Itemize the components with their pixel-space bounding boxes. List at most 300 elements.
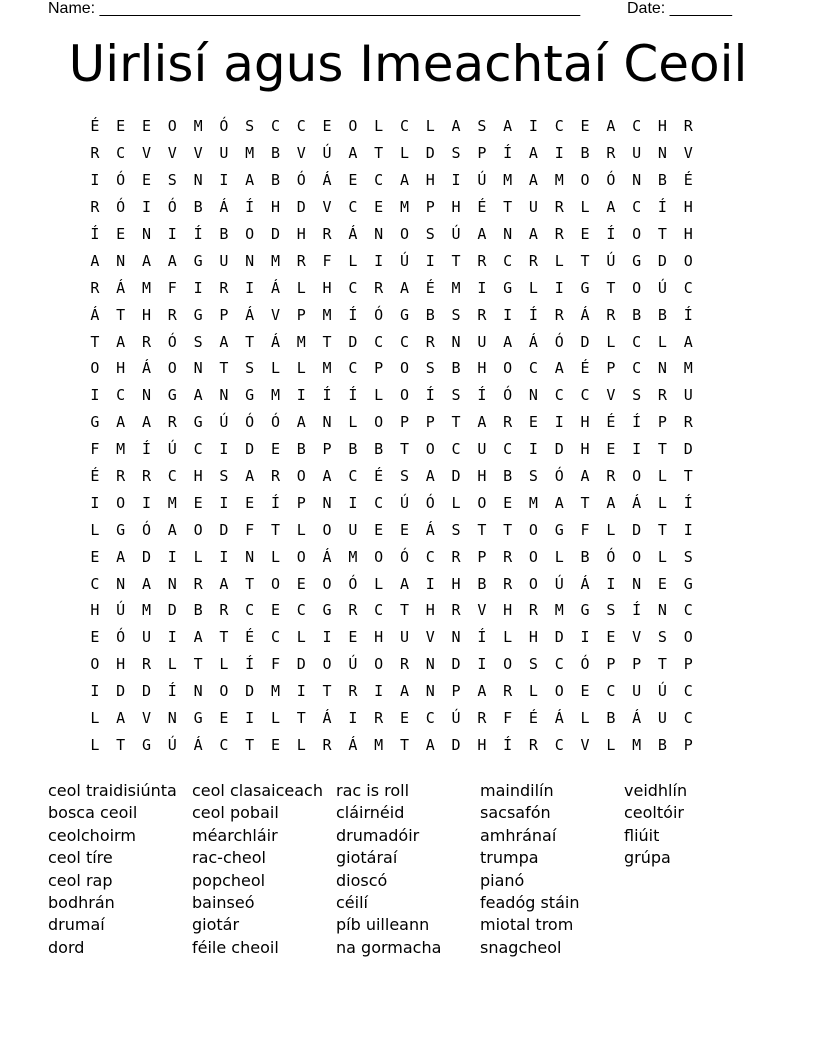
grid-letter[interactable]: Í [528, 305, 538, 324]
grid-letter[interactable]: R [399, 655, 409, 674]
grid-letter[interactable]: U [632, 682, 642, 701]
grid-letter[interactable]: S [451, 144, 461, 163]
grid-letter[interactable]: C [399, 117, 409, 136]
grid-letter[interactable]: F [245, 520, 255, 539]
grid-letter[interactable]: O [167, 117, 177, 136]
grid-letter[interactable]: Ó [116, 171, 126, 190]
grid-letter[interactable]: Ó [270, 413, 280, 432]
grid-letter[interactable]: T [116, 735, 126, 754]
grid-letter[interactable]: I [374, 251, 384, 270]
grid-letter[interactable]: Ó [141, 520, 151, 539]
grid-letter[interactable]: M [167, 493, 177, 512]
grid-letter[interactable]: U [657, 709, 667, 728]
grid-letter[interactable]: A [141, 413, 151, 432]
grid-letter[interactable]: D [657, 251, 667, 270]
grid-letter[interactable]: N [657, 359, 667, 378]
grid-letter[interactable]: L [167, 655, 177, 674]
grid-letter[interactable]: C [167, 467, 177, 486]
grid-letter[interactable]: C [296, 117, 306, 136]
grid-letter[interactable]: M [632, 735, 642, 754]
grid-letter[interactable]: I [554, 144, 564, 163]
grid-letter[interactable]: T [245, 332, 255, 351]
grid-letter[interactable]: T [374, 144, 384, 163]
grid-letter[interactable]: A [167, 251, 177, 270]
grid-letter[interactable]: H [477, 735, 487, 754]
grid-letter[interactable]: L [580, 709, 590, 728]
grid-letter[interactable]: I [141, 198, 151, 217]
grid-letter[interactable]: O [296, 467, 306, 486]
grid-letter[interactable]: A [399, 682, 409, 701]
grid-letter[interactable]: M [270, 682, 280, 701]
grid-letter[interactable]: Ú [399, 251, 409, 270]
grid-letter[interactable]: E [606, 440, 616, 459]
grid-letter[interactable]: P [657, 413, 667, 432]
grid-letter[interactable]: V [296, 144, 306, 163]
grid-letter[interactable]: Ú [399, 493, 409, 512]
grid-letter[interactable]: B [580, 547, 590, 566]
grid-letter[interactable]: L [657, 547, 667, 566]
grid-letter[interactable]: Í [167, 682, 177, 701]
grid-letter[interactable]: Á [580, 305, 590, 324]
grid-letter[interactable]: Ú [451, 709, 461, 728]
grid-letter[interactable]: G [193, 709, 203, 728]
grid-letter[interactable]: L [554, 547, 564, 566]
grid-letter[interactable]: N [503, 225, 513, 243]
grid-letter[interactable]: M [348, 547, 358, 566]
grid-letter[interactable]: Á [322, 709, 332, 728]
grid-letter[interactable]: D [245, 682, 255, 701]
grid-letter[interactable]: L [296, 359, 306, 378]
grid-letter[interactable]: E [90, 628, 100, 647]
grid-letter[interactable]: R [322, 735, 332, 754]
grid-letter[interactable]: R [219, 601, 229, 620]
grid-letter[interactable]: N [425, 682, 435, 701]
grid-letter[interactable]: N [632, 574, 642, 593]
grid-letter[interactable]: D [296, 655, 306, 674]
grid-letter[interactable]: R [116, 467, 126, 486]
grid-letter[interactable]: L [606, 332, 616, 351]
grid-letter[interactable]: R [477, 305, 487, 324]
grid-letter[interactable]: H [683, 198, 693, 217]
grid-letter[interactable]: M [193, 117, 203, 136]
grid-letter[interactable]: O [632, 547, 642, 566]
grid-letter[interactable]: O [528, 574, 538, 593]
grid-letter[interactable]: G [632, 251, 642, 270]
grid-letter[interactable]: L [374, 574, 384, 593]
grid-letter[interactable]: R [374, 709, 384, 728]
grid-letter[interactable]: V [580, 735, 590, 754]
grid-letter[interactable]: E [580, 225, 590, 243]
grid-letter[interactable]: H [116, 359, 126, 378]
grid-letter[interactable]: Á [322, 171, 332, 190]
grid-letter[interactable]: M [399, 198, 409, 217]
grid-letter[interactable]: A [141, 251, 151, 270]
grid-letter[interactable]: C [451, 440, 461, 459]
grid-letter[interactable]: S [245, 117, 255, 136]
grid-letter[interactable]: Ú [219, 413, 229, 432]
grid-letter[interactable]: I [90, 493, 100, 512]
grid-letter[interactable]: R [348, 682, 358, 701]
grid-letter[interactable]: R [606, 467, 616, 486]
grid-letter[interactable]: A [193, 628, 203, 647]
grid-letter[interactable]: C [683, 682, 693, 701]
grid-letter[interactable]: A [554, 493, 564, 512]
grid-letter[interactable]: A [606, 117, 616, 136]
grid-letter[interactable]: O [374, 655, 384, 674]
grid-letter[interactable]: O [219, 682, 229, 701]
grid-letter[interactable]: A [606, 198, 616, 217]
grid-letter[interactable]: C [528, 359, 538, 378]
grid-letter[interactable]: Ú [657, 682, 667, 701]
grid-letter[interactable]: Í [632, 413, 642, 432]
date-line[interactable]: Date: _______ [627, 0, 732, 17]
grid-letter[interactable]: Á [348, 225, 358, 243]
grid-letter[interactable]: H [683, 225, 693, 243]
grid-letter[interactable]: P [322, 440, 332, 459]
grid-letter[interactable]: S [451, 305, 461, 324]
grid-letter[interactable]: V [477, 601, 487, 620]
grid-letter[interactable]: N [141, 386, 151, 405]
grid-letter[interactable]: L [270, 359, 280, 378]
grid-letter[interactable]: L [374, 386, 384, 405]
grid-letter[interactable]: O [296, 547, 306, 566]
grid-letter[interactable]: R [503, 413, 513, 432]
grid-letter[interactable]: I [425, 251, 435, 270]
grid-letter[interactable]: G [193, 251, 203, 270]
grid-letter[interactable]: I [296, 682, 306, 701]
grid-letter[interactable]: G [322, 601, 332, 620]
grid-letter[interactable]: D [141, 547, 151, 566]
grid-letter[interactable]: B [193, 601, 203, 620]
grid-letter[interactable]: L [296, 520, 306, 539]
grid-letter[interactable]: I [141, 493, 151, 512]
grid-letter[interactable]: R [606, 144, 616, 163]
grid-letter[interactable]: Á [632, 709, 642, 728]
grid-letter[interactable]: G [554, 520, 564, 539]
grid-letter[interactable]: B [425, 305, 435, 324]
grid-letter[interactable]: E [580, 117, 590, 136]
grid-letter[interactable]: É [374, 467, 384, 486]
grid-letter[interactable]: Á [90, 305, 100, 324]
grid-letter[interactable]: A [528, 144, 538, 163]
grid-letter[interactable]: V [193, 144, 203, 163]
grid-letter[interactable]: L [219, 655, 229, 674]
grid-letter[interactable]: C [270, 117, 280, 136]
grid-letter[interactable]: F [580, 520, 590, 539]
grid-letter[interactable]: Í [193, 225, 203, 243]
grid-letter[interactable]: C [348, 359, 358, 378]
grid-letter[interactable]: Í [348, 305, 358, 324]
grid-letter[interactable]: S [451, 520, 461, 539]
grid-letter[interactable]: C [374, 332, 384, 351]
grid-letter[interactable]: N [245, 251, 255, 270]
grid-letter[interactable]: H [116, 655, 126, 674]
grid-letter[interactable]: N [425, 655, 435, 674]
grid-letter[interactable]: R [141, 467, 151, 486]
grid-letter[interactable]: O [348, 117, 358, 136]
grid-letter[interactable]: L [296, 628, 306, 647]
grid-letter[interactable]: Í [503, 735, 513, 754]
grid-letter[interactable]: Ó [606, 547, 616, 566]
grid-letter[interactable]: N [322, 493, 332, 512]
grid-letter[interactable]: C [683, 278, 693, 297]
grid-letter[interactable]: E [503, 493, 513, 512]
grid-letter[interactable]: U [528, 198, 538, 217]
grid-letter[interactable]: B [657, 735, 667, 754]
grid-letter[interactable]: L [606, 735, 616, 754]
grid-letter[interactable]: D [554, 628, 564, 647]
grid-letter[interactable]: O [683, 251, 693, 270]
grid-letter[interactable]: T [657, 520, 667, 539]
grid-letter[interactable]: O [245, 225, 255, 243]
grid-letter[interactable]: Í [606, 225, 616, 243]
grid-letter[interactable]: Ú [451, 225, 461, 243]
grid-letter[interactable]: Á [322, 547, 332, 566]
grid-letter[interactable]: R [528, 601, 538, 620]
grid-letter[interactable]: U [477, 332, 487, 351]
grid-letter[interactable]: A [425, 467, 435, 486]
grid-letter[interactable]: L [606, 520, 616, 539]
grid-letter[interactable]: N [451, 628, 461, 647]
grid-letter[interactable]: M [528, 493, 538, 512]
grid-letter[interactable]: V [270, 305, 280, 324]
grid-letter[interactable]: O [167, 359, 177, 378]
grid-letter[interactable]: Ú [606, 251, 616, 270]
grid-letter[interactable]: H [657, 117, 667, 136]
grid-letter[interactable]: A [580, 467, 590, 486]
grid-letter[interactable]: I [167, 225, 177, 243]
grid-letter[interactable]: F [322, 251, 332, 270]
grid-letter[interactable]: S [425, 359, 435, 378]
grid-letter[interactable]: F [503, 709, 513, 728]
grid-letter[interactable]: G [167, 386, 177, 405]
grid-letter[interactable]: N [245, 547, 255, 566]
grid-letter[interactable]: O [580, 171, 590, 190]
grid-letter[interactable]: U [477, 440, 487, 459]
grid-letter[interactable]: T [580, 493, 590, 512]
grid-letter[interactable]: H [477, 359, 487, 378]
grid-letter[interactable]: M [322, 359, 332, 378]
grid-letter[interactable]: M [141, 601, 151, 620]
grid-letter[interactable]: M [270, 251, 280, 270]
grid-letter[interactable]: R [528, 735, 538, 754]
grid-letter[interactable]: G [141, 735, 151, 754]
grid-letter[interactable]: O [425, 440, 435, 459]
grid-letter[interactable]: N [657, 601, 667, 620]
grid-letter[interactable]: U [399, 628, 409, 647]
grid-letter[interactable]: T [270, 520, 280, 539]
grid-letter[interactable]: V [632, 628, 642, 647]
grid-letter[interactable]: R [503, 574, 513, 593]
grid-letter[interactable]: I [90, 171, 100, 190]
grid-letter[interactable]: L [270, 709, 280, 728]
grid-letter[interactable]: T [219, 628, 229, 647]
grid-letter[interactable]: A [116, 413, 126, 432]
grid-letter[interactable]: R [683, 413, 693, 432]
grid-letter[interactable]: A [528, 225, 538, 243]
grid-letter[interactable]: P [451, 682, 461, 701]
grid-letter[interactable]: L [528, 682, 538, 701]
grid-letter[interactable]: L [296, 735, 306, 754]
grid-letter[interactable]: A [425, 735, 435, 754]
grid-letter[interactable]: I [348, 493, 358, 512]
grid-letter[interactable]: Á [219, 198, 229, 217]
grid-letter[interactable]: Ó [219, 117, 229, 136]
grid-letter[interactable]: Ó [606, 171, 616, 190]
grid-letter[interactable]: I [167, 547, 177, 566]
grid-letter[interactable]: E [141, 117, 151, 136]
grid-letter[interactable]: V [322, 198, 332, 217]
grid-letter[interactable]: L [657, 467, 667, 486]
grid-letter[interactable]: T [322, 332, 332, 351]
grid-letter[interactable]: T [657, 225, 667, 243]
grid-letter[interactable]: O [528, 547, 538, 566]
grid-letter[interactable]: B [270, 144, 280, 163]
grid-letter[interactable]: B [657, 305, 667, 324]
grid-letter[interactable]: E [606, 628, 616, 647]
grid-letter[interactable]: Í [683, 305, 693, 324]
grid-letter[interactable]: R [503, 682, 513, 701]
grid-letter[interactable]: G [193, 413, 203, 432]
grid-letter[interactable]: U [219, 251, 229, 270]
grid-letter[interactable]: B [503, 467, 513, 486]
grid-letter[interactable]: Í [503, 144, 513, 163]
grid-letter[interactable]: T [399, 440, 409, 459]
grid-letter[interactable]: T [503, 520, 513, 539]
grid-letter[interactable]: Á [528, 332, 538, 351]
grid-letter[interactable]: S [245, 359, 255, 378]
grid-letter[interactable]: D [580, 332, 590, 351]
grid-letter[interactable]: M [116, 440, 126, 459]
grid-letter[interactable]: F [90, 440, 100, 459]
grid-letter[interactable]: Ú [167, 735, 177, 754]
grid-letter[interactable]: P [477, 144, 487, 163]
grid-letter[interactable]: A [683, 332, 693, 351]
grid-letter[interactable]: T [116, 305, 126, 324]
grid-letter[interactable]: C [116, 386, 126, 405]
grid-letter[interactable]: C [683, 601, 693, 620]
grid-letter[interactable]: A [296, 413, 306, 432]
grid-letter[interactable]: I [193, 278, 203, 297]
grid-letter[interactable]: N [167, 574, 177, 593]
grid-letter[interactable]: M [141, 278, 151, 297]
grid-letter[interactable]: I [219, 440, 229, 459]
grid-letter[interactable]: R [167, 413, 177, 432]
grid-letter[interactable]: A [399, 574, 409, 593]
grid-letter[interactable]: L [580, 198, 590, 217]
grid-letter[interactable]: O [477, 493, 487, 512]
grid-letter[interactable]: Í [245, 655, 255, 674]
grid-letter[interactable]: R [296, 251, 306, 270]
grid-letter[interactable]: O [399, 359, 409, 378]
grid-letter[interactable]: B [374, 440, 384, 459]
grid-letter[interactable]: L [348, 413, 358, 432]
grid-letter[interactable]: Ú [322, 144, 332, 163]
grid-letter[interactable]: C [348, 278, 358, 297]
grid-letter[interactable]: D [554, 440, 564, 459]
grid-letter[interactable]: E [348, 171, 358, 190]
grid-letter[interactable]: M [683, 359, 693, 378]
grid-letter[interactable]: A [245, 171, 255, 190]
grid-letter[interactable]: G [245, 386, 255, 405]
grid-letter[interactable]: T [606, 278, 616, 297]
grid-letter[interactable]: L [270, 547, 280, 566]
grid-letter[interactable]: F [270, 655, 280, 674]
grid-letter[interactable]: T [399, 601, 409, 620]
grid-letter[interactable]: D [296, 198, 306, 217]
grid-letter[interactable]: A [606, 493, 616, 512]
grid-letter[interactable]: M [554, 601, 564, 620]
grid-letter[interactable]: I [219, 547, 229, 566]
grid-letter[interactable]: A [503, 117, 513, 136]
grid-letter[interactable]: A [477, 225, 487, 243]
grid-letter[interactable]: C [554, 386, 564, 405]
grid-letter[interactable]: E [296, 574, 306, 593]
grid-letter[interactable]: L [296, 278, 306, 297]
grid-letter[interactable]: A [116, 332, 126, 351]
grid-letter[interactable]: R [141, 655, 151, 674]
grid-letter[interactable]: Ó [554, 332, 564, 351]
grid-letter[interactable]: S [451, 386, 461, 405]
grid-letter[interactable]: Ú [167, 440, 177, 459]
grid-letter[interactable]: N [193, 682, 203, 701]
grid-letter[interactable]: V [141, 709, 151, 728]
grid-letter[interactable]: P [374, 359, 384, 378]
grid-letter[interactable]: Ó [399, 547, 409, 566]
grid-letter[interactable]: R [193, 574, 203, 593]
grid-letter[interactable]: R [141, 332, 151, 351]
grid-letter[interactable]: M [451, 278, 461, 297]
grid-letter[interactable]: A [322, 467, 332, 486]
grid-letter[interactable]: I [528, 440, 538, 459]
grid-letter[interactable]: H [477, 467, 487, 486]
grid-letter[interactable]: P [399, 413, 409, 432]
grid-letter[interactable]: C [399, 332, 409, 351]
grid-letter[interactable]: P [683, 655, 693, 674]
grid-letter[interactable]: L [399, 144, 409, 163]
grid-letter[interactable]: T [399, 735, 409, 754]
grid-letter[interactable]: I [554, 413, 564, 432]
grid-letter[interactable]: N [322, 413, 332, 432]
grid-letter[interactable]: M [270, 386, 280, 405]
grid-letter[interactable]: O [554, 682, 564, 701]
grid-letter[interactable]: C [632, 359, 642, 378]
grid-letter[interactable]: R [528, 251, 538, 270]
grid-letter[interactable]: A [116, 709, 126, 728]
grid-letter[interactable]: V [167, 144, 177, 163]
grid-letter[interactable]: É [90, 117, 100, 136]
grid-letter[interactable]: L [657, 493, 667, 512]
grid-letter[interactable]: O [90, 655, 100, 674]
grid-letter[interactable]: M [374, 735, 384, 754]
grid-letter[interactable]: H [270, 198, 280, 217]
grid-letter[interactable]: B [219, 225, 229, 243]
grid-letter[interactable]: O [528, 520, 538, 539]
grid-letter[interactable]: Ú [116, 601, 126, 620]
grid-letter[interactable]: A [451, 117, 461, 136]
grid-letter[interactable]: E [580, 682, 590, 701]
grid-letter[interactable]: M [503, 171, 513, 190]
grid-letter[interactable]: D [141, 682, 151, 701]
grid-letter[interactable]: D [270, 225, 280, 243]
grid-letter[interactable]: Á [580, 574, 590, 593]
grid-letter[interactable]: E [245, 493, 255, 512]
grid-letter[interactable]: O [322, 520, 332, 539]
grid-letter[interactable]: R [683, 117, 693, 136]
grid-letter[interactable]: B [270, 171, 280, 190]
grid-letter[interactable]: I [528, 117, 538, 136]
grid-letter[interactable]: T [219, 359, 229, 378]
